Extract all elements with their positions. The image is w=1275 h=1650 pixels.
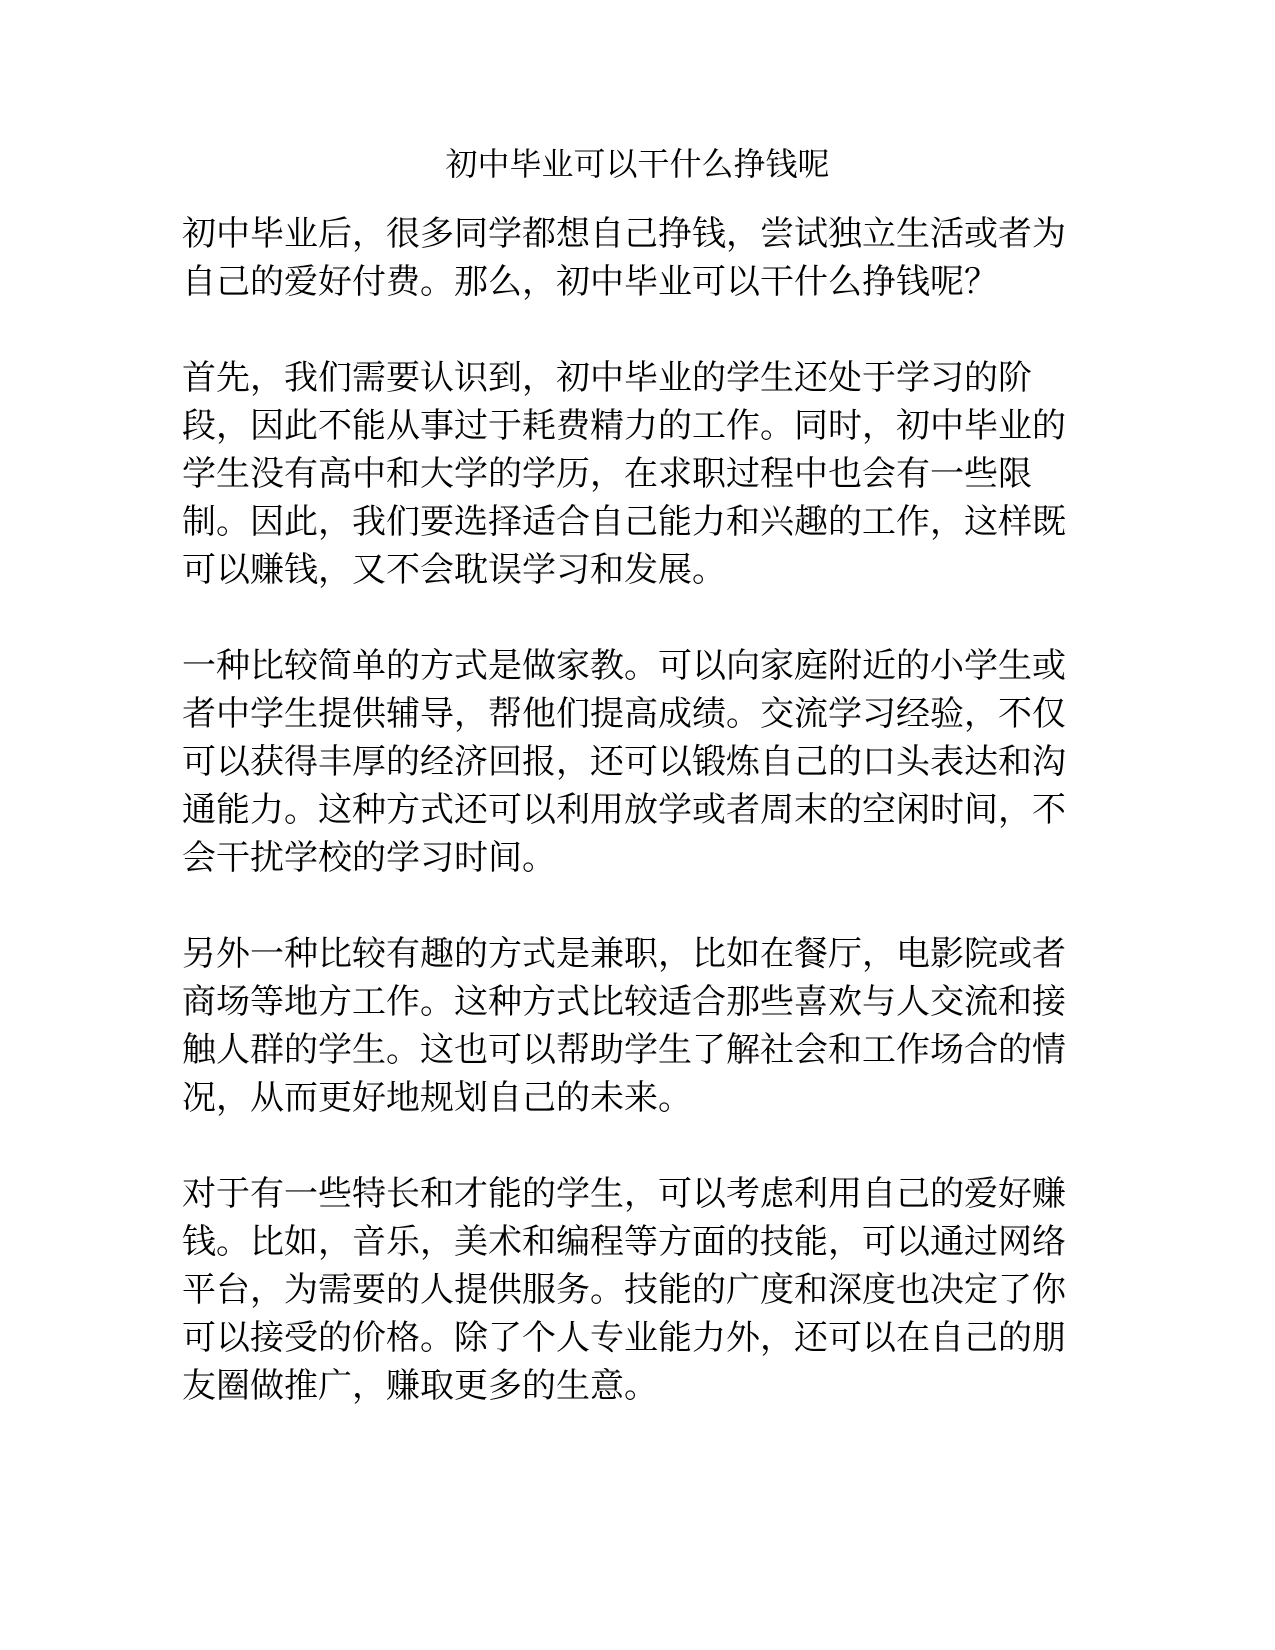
document-title: 初中毕业可以干什么挣钱呢 (445, 145, 830, 183)
paragraph-intro: 初中毕业后，很多同学都想自己挣钱，尝试独立生活或者为自己的爱好付费。那么，初中毕业可以干什么挣钱呢？ (182, 214, 1066, 302)
paragraph-considerations: 首先，我们需要认识到，初中毕业的学生还处于学习的阶段，因此不能从事过于耗费精力的工作。同时，初中毕业的学生没有高中和大学的学历，在求职过程中也会有一些限制。因此，我们要选择适合自己能力和兴趣的工作，这样既可以赚钱，又不会耽误学习和发展。 (182, 358, 1066, 590)
document-body (182, 210, 1082, 1458)
paragraph-part-time-job: 另外一种比较有趣的方式是兼职，比如在餐厅，电影院或者商场等地方工作。这种方式比较适合那些喜欢与人交流和接触人群的学生。这也可以帮助学生了解社会和工作场合的情况，从而更好地规划自己的未来。 (182, 934, 1066, 1118)
paragraph-tutoring: 一种比较简单的方式是做家教。可以向家庭附近的小学生或者中学生提供辅导，帮他们提高成绩。交流学习经验，不仅可以获得丰厚的经济回报，还可以锻炼自己的口头表达和沟通能力。这种方式还可以利用放学或者周末的空闲时间，不会干扰学校的学习时间。 (182, 646, 1066, 878)
paragraph-skills-online: 对于有一些特长和才能的学生，可以考虑利用自己的爱好赚钱。比如，音乐，美术和编程等方面的技能，可以通过网络平台，为需要的人提供服务。技能的广度和深度也决定了你可以接受的价格。除了个人专业能力外，还可以在自己的朋友圈做推广，赚取更多的生意。 (182, 1174, 1066, 1406)
